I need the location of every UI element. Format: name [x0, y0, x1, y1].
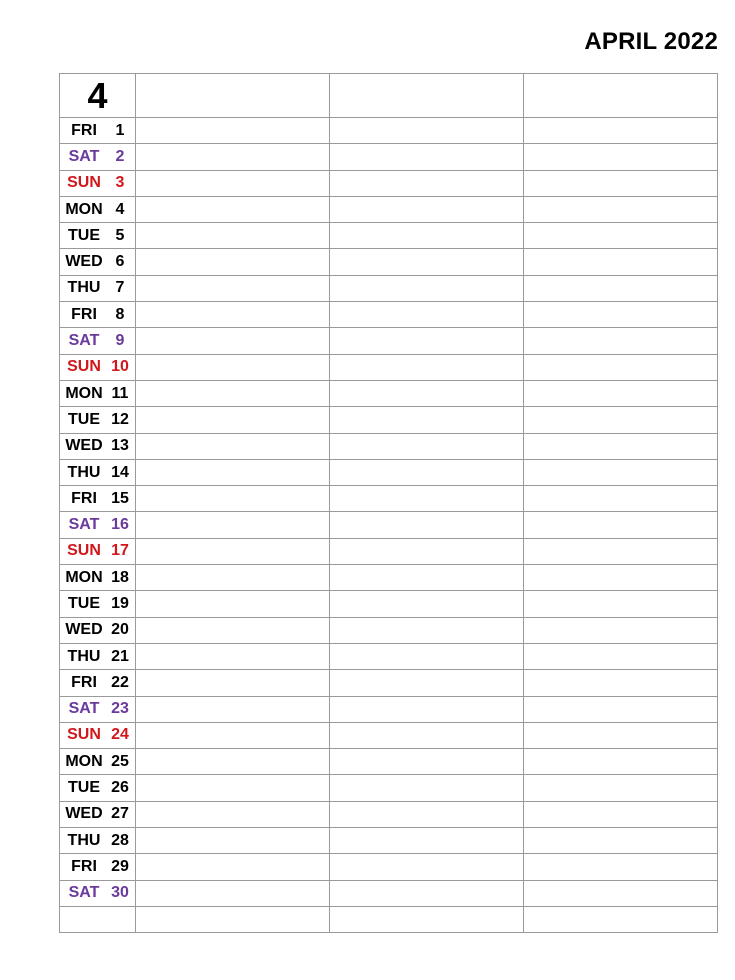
month-number: 4	[60, 74, 136, 118]
day-name: TUE	[68, 410, 100, 428]
day-number: 5	[115, 226, 125, 244]
day-number: 6	[115, 253, 125, 271]
notes-cell[interactable]	[330, 302, 524, 328]
notes-cell[interactable]	[524, 670, 718, 696]
notes-cell[interactable]	[330, 801, 524, 827]
day-number: 20	[111, 621, 129, 639]
notes-cell[interactable]	[136, 906, 330, 932]
day-label-cell	[60, 775, 136, 801]
day-row	[60, 486, 718, 512]
notes-cell[interactable]	[330, 538, 524, 564]
day-label-cell	[60, 354, 136, 380]
day-row	[60, 828, 718, 854]
day-row	[60, 854, 718, 880]
notes-cell[interactable]	[330, 722, 524, 748]
day-row	[60, 565, 718, 591]
notes-cell[interactable]	[524, 170, 718, 196]
day-row	[60, 196, 718, 222]
empty-day-cell	[60, 906, 136, 932]
day-number: 28	[111, 831, 129, 849]
day-row	[60, 749, 718, 775]
day-row	[60, 643, 718, 669]
day-number: 22	[111, 673, 129, 691]
day-row	[60, 538, 718, 564]
day-number: 21	[111, 647, 129, 665]
day-number: 29	[111, 857, 129, 875]
notes-cell[interactable]	[136, 617, 330, 643]
day-label-cell	[60, 170, 136, 196]
day-number: 14	[111, 463, 129, 481]
day-row	[60, 328, 718, 354]
day-number: 10	[111, 358, 129, 376]
day-number: 2	[115, 147, 125, 165]
notes-cell[interactable]	[524, 380, 718, 406]
notes-cell[interactable]	[524, 906, 718, 932]
notes-cell[interactable]	[330, 880, 524, 906]
notes-cell[interactable]	[330, 696, 524, 722]
day-label-cell	[60, 380, 136, 406]
notes-cell[interactable]	[330, 170, 524, 196]
day-name: SUN	[67, 726, 101, 744]
day-number: 23	[111, 700, 129, 718]
day-row	[60, 696, 718, 722]
page-title: APRIL 2022	[584, 28, 718, 55]
notes-cell[interactable]	[330, 118, 524, 144]
notes-cell[interactable]	[524, 722, 718, 748]
notes-cell[interactable]	[524, 538, 718, 564]
notes-cell[interactable]	[136, 696, 330, 722]
notes-cell[interactable]	[330, 275, 524, 301]
day-number: 9	[115, 332, 125, 350]
notes-cell[interactable]	[330, 459, 524, 485]
notes-cell[interactable]	[330, 512, 524, 538]
day-number: 18	[111, 568, 129, 586]
notes-cell[interactable]	[524, 591, 718, 617]
day-label-cell	[60, 486, 136, 512]
notes-cell[interactable]	[136, 275, 330, 301]
notes-cell[interactable]	[330, 407, 524, 433]
day-row	[60, 407, 718, 433]
day-number: 26	[111, 779, 129, 797]
notes-cell[interactable]	[136, 380, 330, 406]
notes-cell[interactable]	[524, 828, 718, 854]
day-row	[60, 170, 718, 196]
day-label-cell	[60, 196, 136, 222]
day-name: SAT	[68, 332, 100, 350]
notes-cell[interactable]	[524, 328, 718, 354]
day-number: 30	[111, 884, 129, 902]
day-number: 27	[111, 805, 129, 823]
notes-cell[interactable]	[524, 775, 718, 801]
day-label-cell	[60, 302, 136, 328]
day-number: 19	[111, 594, 129, 612]
notes-cell[interactable]	[136, 433, 330, 459]
notes-cell[interactable]	[330, 433, 524, 459]
notes-cell[interactable]	[524, 302, 718, 328]
day-number: 25	[111, 752, 129, 770]
day-name: SUN	[67, 542, 101, 560]
day-row	[60, 249, 718, 275]
day-row	[60, 670, 718, 696]
notes-cell[interactable]	[524, 354, 718, 380]
day-label-cell	[60, 591, 136, 617]
day-name: THU	[67, 647, 101, 665]
notes-cell[interactable]	[330, 328, 524, 354]
notes-cell[interactable]	[330, 565, 524, 591]
day-label-cell	[60, 144, 136, 170]
day-number: 24	[111, 726, 129, 744]
notes-cell[interactable]	[524, 223, 718, 249]
day-name: TUE	[68, 779, 100, 797]
day-label-cell	[60, 407, 136, 433]
notes-cell[interactable]	[524, 880, 718, 906]
notes-cell[interactable]	[524, 643, 718, 669]
day-name: WED	[65, 805, 103, 823]
day-name: FRI	[71, 489, 97, 507]
day-name: SAT	[68, 147, 100, 165]
notes-cell[interactable]	[136, 249, 330, 275]
day-number: 12	[111, 410, 129, 428]
day-label-cell	[60, 328, 136, 354]
calendar-header-row	[60, 74, 718, 118]
day-number: 16	[111, 516, 129, 534]
notes-cell[interactable]	[330, 670, 524, 696]
notes-cell[interactable]	[524, 565, 718, 591]
day-name: MON	[65, 752, 103, 770]
day-row	[60, 722, 718, 748]
notes-cell[interactable]	[330, 144, 524, 170]
day-label-cell	[60, 801, 136, 827]
notes-cell[interactable]	[136, 591, 330, 617]
day-number: 8	[115, 305, 125, 323]
day-name: TUE	[68, 594, 100, 612]
notes-cell[interactable]	[330, 828, 524, 854]
day-row	[60, 459, 718, 485]
notes-cell[interactable]	[330, 749, 524, 775]
notes-cell[interactable]	[524, 433, 718, 459]
notes-cell[interactable]	[330, 74, 524, 118]
day-row	[60, 380, 718, 406]
notes-cell[interactable]	[136, 538, 330, 564]
notes-cell[interactable]	[330, 223, 524, 249]
notes-cell[interactable]	[136, 565, 330, 591]
day-label-cell	[60, 275, 136, 301]
day-number: 11	[111, 384, 129, 402]
day-label-cell	[60, 643, 136, 669]
notes-cell[interactable]	[330, 486, 524, 512]
day-name: TUE	[68, 226, 100, 244]
notes-cell[interactable]	[524, 512, 718, 538]
notes-cell[interactable]	[136, 749, 330, 775]
day-row	[60, 118, 718, 144]
day-name: SAT	[68, 700, 100, 718]
notes-cell[interactable]	[330, 249, 524, 275]
notes-cell[interactable]	[524, 801, 718, 827]
day-row	[60, 512, 718, 538]
day-label-cell	[60, 433, 136, 459]
notes-cell[interactable]	[136, 302, 330, 328]
day-name: FRI	[71, 121, 97, 139]
notes-cell[interactable]	[524, 249, 718, 275]
notes-cell[interactable]	[524, 696, 718, 722]
notes-cell[interactable]	[136, 74, 330, 118]
day-label-cell	[60, 670, 136, 696]
notes-cell[interactable]	[136, 118, 330, 144]
day-label-cell	[60, 538, 136, 564]
day-label-cell	[60, 565, 136, 591]
day-label-cell	[60, 828, 136, 854]
day-name: FRI	[71, 673, 97, 691]
notes-cell[interactable]	[330, 354, 524, 380]
day-label-cell	[60, 854, 136, 880]
notes-cell[interactable]	[136, 722, 330, 748]
notes-cell[interactable]	[330, 380, 524, 406]
day-row	[60, 880, 718, 906]
notes-cell[interactable]	[136, 459, 330, 485]
empty-row	[60, 906, 718, 932]
day-number: 7	[115, 279, 125, 297]
day-row	[60, 591, 718, 617]
day-name: WED	[65, 621, 103, 639]
day-name: THU	[67, 279, 101, 297]
day-name: MON	[65, 384, 103, 402]
notes-cell[interactable]	[330, 906, 524, 932]
day-label-cell	[60, 249, 136, 275]
notes-cell[interactable]	[136, 775, 330, 801]
day-name: WED	[65, 253, 103, 271]
day-name: SAT	[68, 516, 100, 534]
notes-cell[interactable]	[136, 854, 330, 880]
day-label-cell	[60, 696, 136, 722]
notes-cell[interactable]	[524, 459, 718, 485]
notes-cell[interactable]	[524, 486, 718, 512]
notes-cell[interactable]	[524, 118, 718, 144]
day-row	[60, 223, 718, 249]
day-label-cell	[60, 749, 136, 775]
notes-cell[interactable]	[330, 643, 524, 669]
day-row	[60, 275, 718, 301]
day-label-cell	[60, 223, 136, 249]
notes-cell[interactable]	[524, 74, 718, 118]
notes-cell[interactable]	[524, 854, 718, 880]
day-number: 3	[115, 174, 125, 192]
day-name: WED	[65, 437, 103, 455]
day-row	[60, 354, 718, 380]
notes-cell[interactable]	[136, 144, 330, 170]
day-row	[60, 302, 718, 328]
notes-cell[interactable]	[524, 749, 718, 775]
notes-cell[interactable]	[330, 591, 524, 617]
day-label-cell	[60, 617, 136, 643]
notes-cell[interactable]	[136, 880, 330, 906]
notes-cell[interactable]	[136, 486, 330, 512]
notes-cell[interactable]	[136, 512, 330, 538]
day-name: MON	[65, 568, 103, 586]
notes-cell[interactable]	[524, 275, 718, 301]
day-row	[60, 144, 718, 170]
notes-cell[interactable]	[136, 801, 330, 827]
day-label-cell	[60, 118, 136, 144]
day-name: THU	[67, 463, 101, 481]
day-row	[60, 617, 718, 643]
notes-cell[interactable]	[136, 407, 330, 433]
day-number: 15	[111, 489, 129, 507]
day-name: MON	[65, 200, 103, 218]
notes-cell[interactable]	[136, 643, 330, 669]
notes-cell[interactable]	[136, 170, 330, 196]
day-number: 4	[115, 200, 125, 218]
notes-cell[interactable]	[136, 223, 330, 249]
notes-cell[interactable]	[136, 328, 330, 354]
day-name: SUN	[67, 358, 101, 376]
day-name: FRI	[71, 857, 97, 875]
notes-cell[interactable]	[330, 775, 524, 801]
notes-cell[interactable]	[524, 196, 718, 222]
day-label-cell	[60, 459, 136, 485]
day-label-cell	[60, 880, 136, 906]
notes-cell[interactable]	[136, 354, 330, 380]
day-label-cell	[60, 512, 136, 538]
notes-cell[interactable]	[136, 670, 330, 696]
day-row	[60, 775, 718, 801]
day-name: THU	[67, 831, 101, 849]
day-name: SUN	[67, 174, 101, 192]
notes-cell[interactable]	[524, 144, 718, 170]
notes-cell[interactable]	[136, 196, 330, 222]
calendar-grid	[59, 73, 718, 933]
notes-cell[interactable]	[330, 617, 524, 643]
notes-cell[interactable]	[136, 828, 330, 854]
notes-cell[interactable]	[524, 617, 718, 643]
day-row	[60, 801, 718, 827]
day-row	[60, 433, 718, 459]
day-number: 13	[111, 437, 129, 455]
notes-cell[interactable]	[330, 196, 524, 222]
day-name: SAT	[68, 884, 100, 902]
day-name: FRI	[71, 305, 97, 323]
notes-cell[interactable]	[524, 407, 718, 433]
notes-cell[interactable]	[330, 854, 524, 880]
day-number: 1	[115, 121, 125, 139]
day-label-cell	[60, 722, 136, 748]
day-number: 17	[111, 542, 129, 560]
